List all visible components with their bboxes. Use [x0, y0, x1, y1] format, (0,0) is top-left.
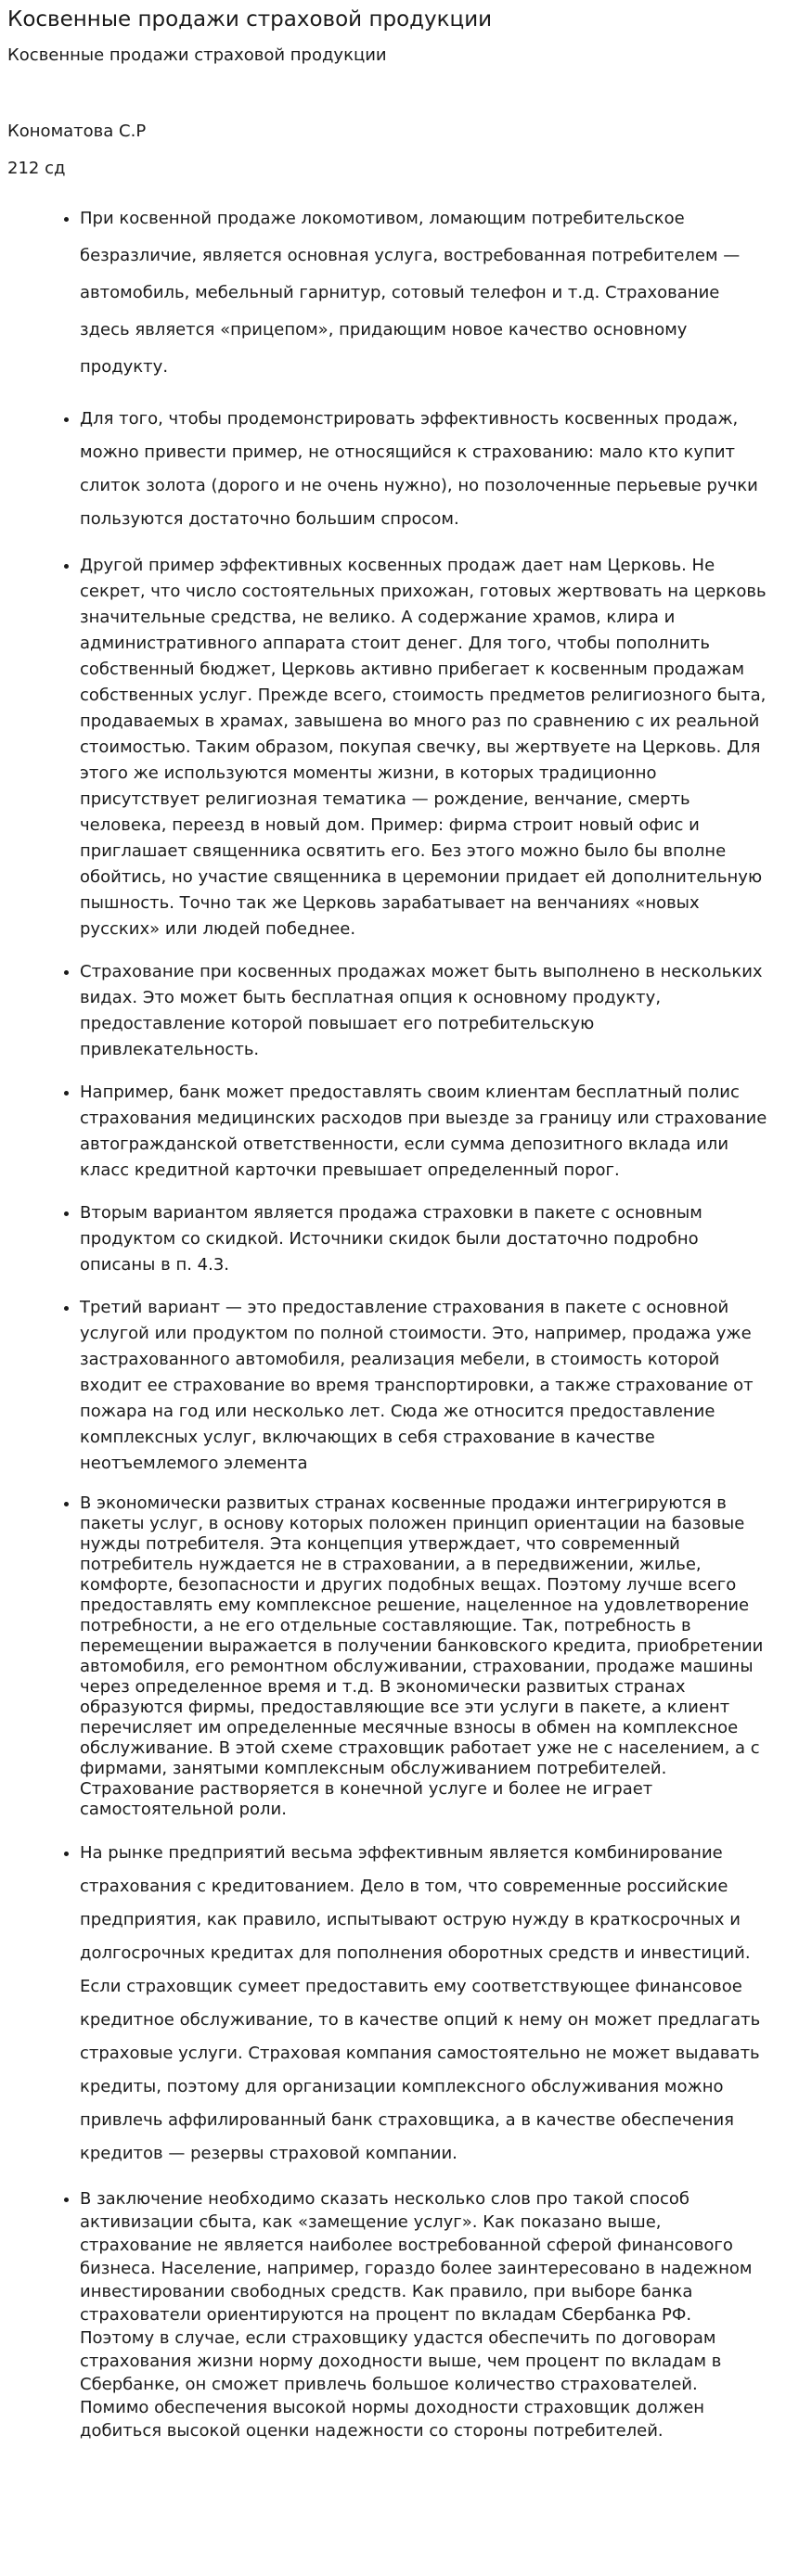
list-item: • В заключение необходимо сказать несколько слов про такой способ активизации сбыта, как «замещение услуг». Как показано выше, страхование не является наиболее востребованной сферой финансового бизнеса. Население, например, гораздо более заинтересовано в надежном инвестировании свободных средств. Как правило, при выборе банка страхователи ориентируются на процент по вкладам Сбербанка РФ. Поэтому в случае, если страховщику удастся обеспечить по договорам страхования жизни норму доходности выше, чем процент по вкладам в Сбербанке, он сможет привлечь большое количество страхователей. Помимо обеспечения высокой нормы доходности страховщик должен добиться высокой оценки надежности со стороны потребителей. [80, 2187, 769, 2442]
list-item: • Вторым вариантом является продажа страховки в пакете с основным продуктом со скидкой. Источники скидок были достаточно подробно описаны в п. 4.3. [80, 1200, 769, 1278]
author-name: Кономатова С.Р [7, 122, 147, 141]
document-title: Косвенные продажи страховой продукции [7, 7, 493, 32]
group-number: 212 сд [7, 159, 66, 178]
document-subtitle: Косвенные продажи страховой продукции [7, 45, 387, 65]
list-item: • Например, банк может предоставлять своим клиентам бесплатный полис страхования медицинских расходов при выезде за границу или страхование автогражданской ответственности, если сумма депозитного вклада или класс кредитной карточки превышает определенный порог. [80, 1080, 769, 1184]
list-item: • При косвенной продаже локомотивом, ломающим потребительское безразличие, является основная услуга, востребованная потребителем — автомобиль, мебельный гарнитур, сотовый телефон и т.д. Страхование здесь является «прицепом», придающим новое качество основному продукту. [80, 200, 769, 386]
list-item: • В экономически развитых странах косвенные продажи интегрируются в пакеты услуг, в основу которых положен принцип ориентации на базовые нужды потребителя. Эта концепция утверждает, что современный потребитель нуждается не в страховании, а в передвижении, жилье, комфорте, безопасности и других подобных вещах. Поэтому лучше всего предоставлять ему комплексное решение, нацеленное на удовлетворение потребности, а не его отдельные составляющие. Так, потребность в перемещении выражается в получении банковского кредита, приобретении автомобиля, его ремонтном обслуживании, страховании, продаже машины через определенное время и т.д. В экономически развитых странах образуются фирмы, предоставляющие все эти услуги в пакете, а клиент перечисляет им определенные месячные взносы в обмен на комплексное обслуживание. В этой схеме страховщик работает уже не с населением, а с фирмами, занятыми комплексным обслуживанием потребителей. Страхование растворяется в конечной услуге и более не играет самостоятельной роли. [80, 1493, 769, 1820]
list-item: • Страхование при косвенных продажах может быть выполнено в нескольких видах. Это может быть бесплатная опция к основному продукту, предоставление которой повышает его потребительскую привлекательность. [80, 959, 769, 1063]
list-item: • Третий вариант — это предоставление страхования в пакете с основной услугой или продуктом по полной стоимости. Это, например, продажа уже застрахованного автомобиля, реализация мебели, в стоимость которой входит ее страхование во время транспортировки, а также страхование от пожара на год или несколько лет. Сюда же относится предоставление комплексных услуг, включающих в себя страхование в качестве неотъемлемого элемента [80, 1295, 769, 1477]
list-item: • На рынке предприятий весьма эффективным является комбинирование страхования с кредитованием. Дело в том, что современные российские предприятия, как правило, испытывают острую нужду в краткосрочных и долгосрочных кредитах для пополнения оборотных средств и инвестиций. Если страховщик сумеет предоставить ему соответствующее финансовое кредитное обслуживание, то в качестве опций к нему он может предлагать страховые услуги. Страховая компания самостоятельно не может выдавать кредиты, поэтому для организации комплексного обслуживания можно привлечь аффилированный банк страховщика, а в качестве обеспечения кредитов — резервы страховой компании. [80, 1837, 769, 2171]
list-item: • Другой пример эффективных косвенных продаж дает нам Церковь. Не секрет, что число состоятельных прихожан, готовых жертвовать на церковь значительные средства, не велико. А содержание храмов, клира и административного аппарата стоит денег. Для того, чтобы пополнить собственный бюджет, Церковь активно прибегает к косвенным продажам собственных услуг. Прежде всего, стоимость предметов религиозного быта, продаваемых в храмах, завышена во много раз по сравнению с их реальной стоимостью. Таким образом, покупая свечку, вы жертвуете на Церковь. Для этого же используются моменты жизни, в которых традиционно присутствует религиозная тематика — рождение, венчание, смерть человека, переезд в новый дом. Пример: фирма строит новый офис и приглашает священника освятить его. Без этого можно было бы вполне обойтись, но участие священника в церемонии придает ей дополнительную пышность. Точно так же Церковь зарабатывает на венчаниях «новых русских» или людей победнее. [80, 553, 769, 942]
bullet-list [7, 200, 779, 2442]
list-item: • Для того, чтобы продемонстрировать эффективность косвенных продаж, можно привести пример, не относящийся к страхованию: мало кто купит слиток золота (дорого и не очень нужно), но позолоченные перьевые ручки пользуются достаточно большим спросом. [80, 403, 769, 536]
